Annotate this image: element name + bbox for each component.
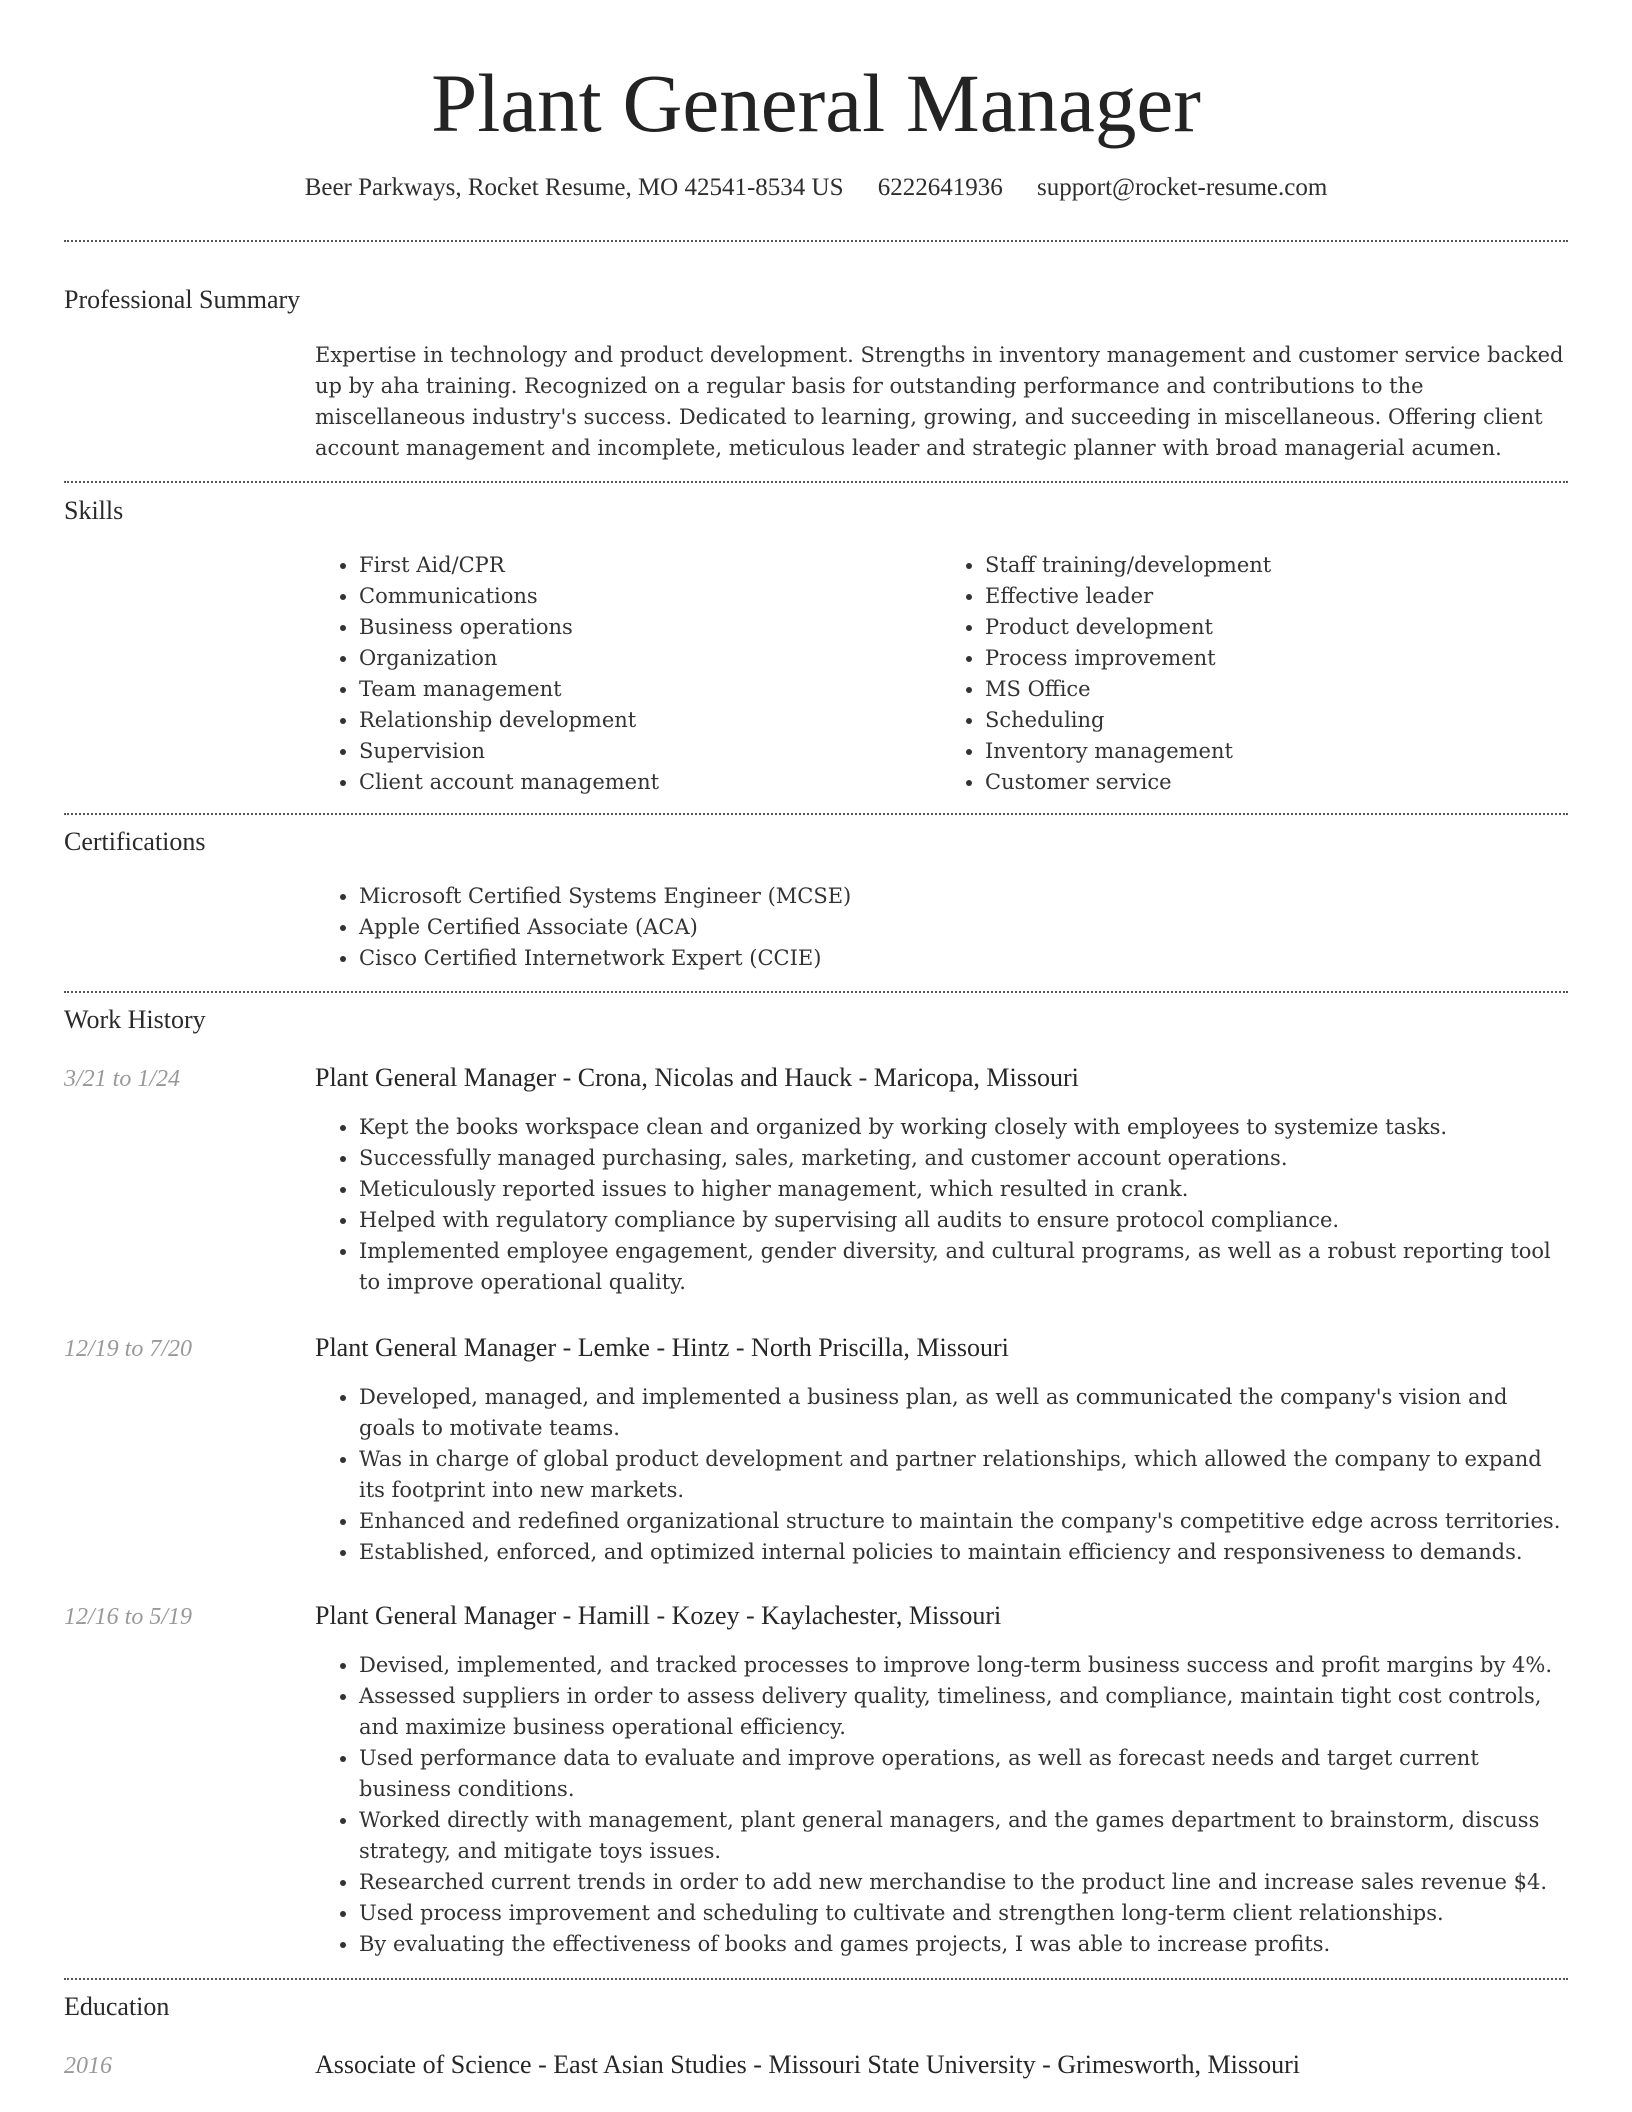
contact-phone: 6222641936 <box>877 174 1003 201</box>
list-item: • Developed, managed, and implemented a business plan, as well as communicated the company's vision and goals to motivate teams. <box>359 1382 1567 1444</box>
job-heading: Plant General Manager - Crona, Nicolas and Hauck - Maricopa, Missouri <box>315 1063 1079 1092</box>
list-item: • Cisco Certified Internetwork Expert (CCIE) <box>359 943 1567 974</box>
certifications-list <box>315 881 1567 974</box>
divider <box>64 1978 1568 1980</box>
list-item: • MS Office <box>985 674 1567 705</box>
list-item: • Was in charge of global product development and partner relationships, which allowed the company to expand its footprint into new markets. <box>359 1444 1567 1506</box>
list-item: • Used performance data to evaluate and improve operations, as well as forecast needs and target current business conditions. <box>359 1743 1567 1805</box>
education-heading: Associate of Science - East Asian Studies - Missouri State University - Grimesworth, Missouri <box>315 2050 1300 2079</box>
list-item: • Helped with regulatory compliance by supervising all audits to ensure protocol compliance. <box>359 1205 1567 1236</box>
list-item: • Meticulously reported issues to higher management, which resulted in crank. <box>359 1174 1567 1205</box>
job-bullets <box>315 1382 1567 1568</box>
section-title-certifications: Certifications <box>64 827 206 856</box>
contact-email: support@rocket-resume.com <box>1037 174 1328 201</box>
divider <box>64 481 1568 483</box>
divider <box>64 991 1568 993</box>
list-item: • Customer service <box>985 767 1567 798</box>
list-item: • Apple Certified Associate (ACA) <box>359 912 1567 943</box>
skills-list-right <box>941 550 1567 798</box>
section-title-education: Education <box>64 1992 170 2021</box>
list-item: • Relationship development <box>359 705 941 736</box>
section-title-skills: Skills <box>64 496 124 525</box>
section-title-summary: Professional Summary <box>64 285 301 314</box>
list-item: • Implemented employee engagement, gender diversity, and cultural programs, as well as a robust reporting tool to improve operational quality. <box>359 1236 1567 1298</box>
list-item: • Microsoft Certified Systems Engineer (MCSE) <box>359 881 1567 912</box>
list-item: • Successfully managed purchasing, sales, marketing, and customer account operations. <box>359 1143 1567 1174</box>
page-title: Plant General Manager <box>431 57 1201 149</box>
contact-line <box>0 170 1632 206</box>
contact-address: Beer Parkways, Rocket Resume, MO 42541-8534 US <box>304 174 844 201</box>
job-bullets <box>315 1650 1567 1960</box>
list-item: • Established, enforced, and optimized internal policies to maintain efficiency and responsiveness to demands. <box>359 1537 1567 1568</box>
education-year: 2016 <box>64 2053 112 2079</box>
list-item: • Supervision <box>359 736 941 767</box>
list-item: • By evaluating the effectiveness of books and games projects, I was able to increase profits. <box>359 1929 1567 1960</box>
list-item: • Scheduling <box>985 705 1567 736</box>
job-dates: 12/16 to 5/19 <box>64 1604 193 1630</box>
list-item: • Business operations <box>359 612 941 643</box>
list-item: • Assessed suppliers in order to assess delivery quality, timeliness, and compliance, maintain tight cost controls, and maximize business operational efficiency. <box>359 1681 1567 1743</box>
skills-list-left <box>315 550 941 798</box>
list-item: • Kept the books workspace clean and organized by working closely with employees to systemize tasks. <box>359 1112 1567 1143</box>
list-item: • Used process improvement and scheduling to cultivate and strengthen long-term client relationships. <box>359 1898 1567 1929</box>
list-item: • First Aid/CPR <box>359 550 941 581</box>
list-item: • Organization <box>359 643 941 674</box>
job-heading: Plant General Manager - Lemke - Hintz - North Priscilla, Missouri <box>315 1333 1009 1362</box>
list-item: • Inventory management <box>985 736 1567 767</box>
list-item: • Process improvement <box>985 643 1567 674</box>
divider <box>64 813 1568 815</box>
list-item: • Devised, implemented, and tracked processes to improve long-term business success and profit margins by 4%. <box>359 1650 1567 1681</box>
skills-body <box>315 550 1567 798</box>
list-item: • Worked directly with management, plant general managers, and the games department to brainstorm, discuss strategy, and mitigate toys issues. <box>359 1805 1567 1867</box>
job-heading: Plant General Manager - Hamill - Kozey - Kaylachester, Missouri <box>315 1601 1002 1630</box>
divider <box>64 240 1568 242</box>
summary-body <box>315 340 1567 464</box>
job-bullets <box>315 1112 1567 1298</box>
certifications-body <box>315 881 1567 974</box>
list-item: • Staff training/development <box>985 550 1567 581</box>
list-item: • Effective leader <box>985 581 1567 612</box>
job-dates: 3/21 to 1/24 <box>64 1066 181 1092</box>
summary-text: Expertise in technology and product development. Strengths in inventory management and customer service backed up by aha training. Recognized on a regular basis for outstanding performance and contributions to the miscellaneous industry's success. Dedicated to learning, growing, and succeeding in miscellaneous. Offering client account management and incomplete, meticulous leader and strategic planner with broad managerial acumen. <box>315 343 1564 460</box>
job-dates: 12/19 to 7/20 <box>64 1336 193 1362</box>
list-item: • Researched current trends in order to add new merchandise to the product line and increase sales revenue $4. <box>359 1867 1567 1898</box>
list-item: • Enhanced and redefined organizational structure to maintain the company's competitive edge across territories. <box>359 1506 1567 1537</box>
list-item: • Product development <box>985 612 1567 643</box>
list-item: • Communications <box>359 581 941 612</box>
list-item: • Team management <box>359 674 941 705</box>
list-item: • Client account management <box>359 767 941 798</box>
section-title-work: Work History <box>64 1005 206 1034</box>
